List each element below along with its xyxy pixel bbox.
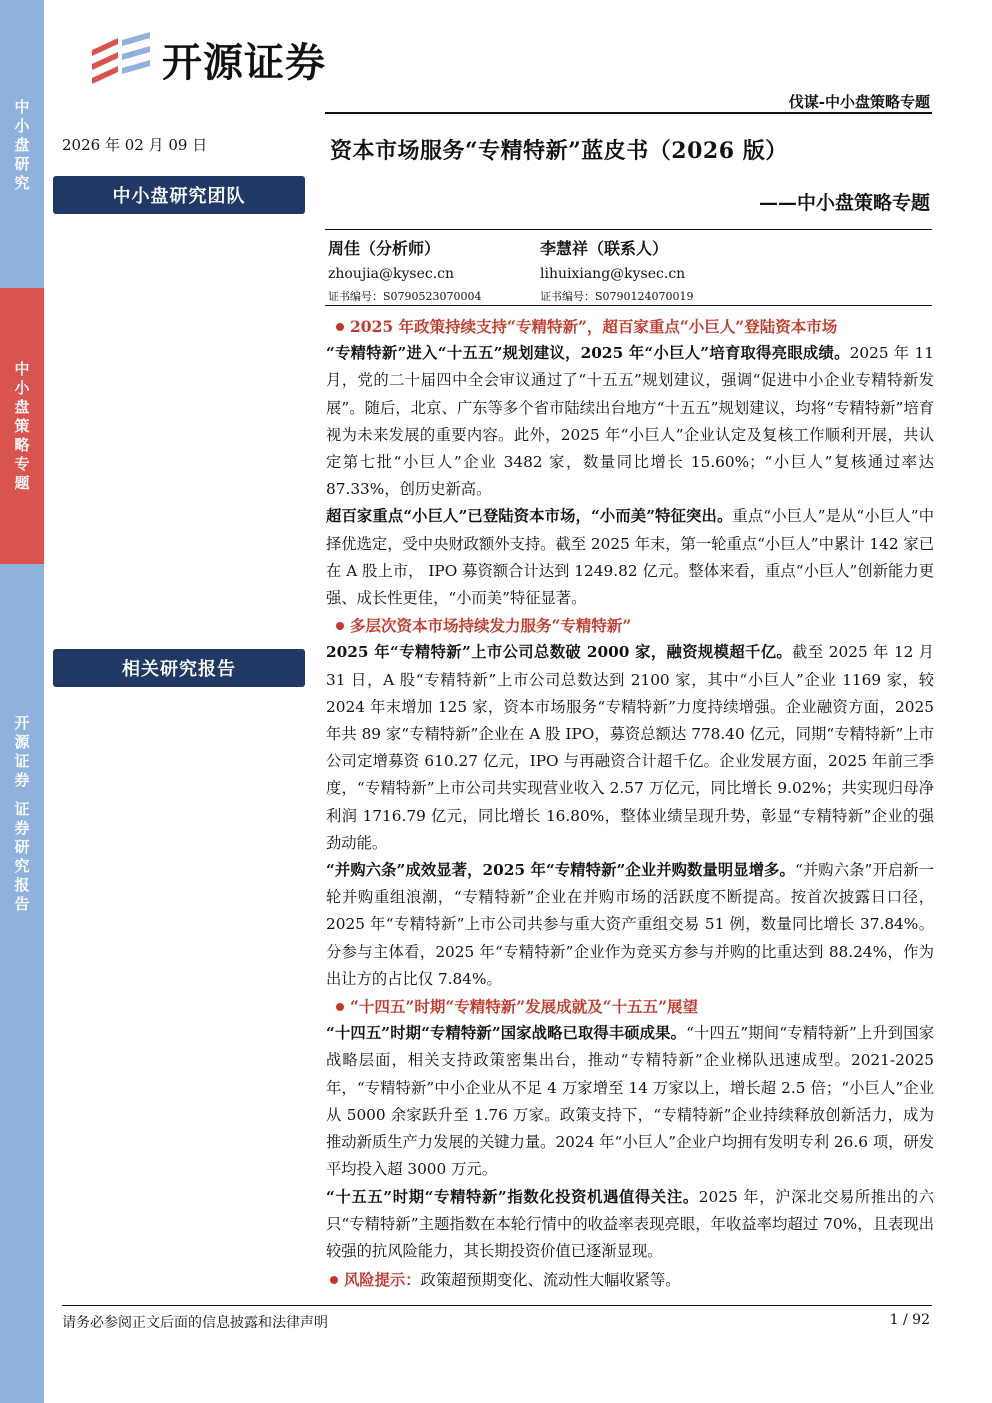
paragraph-lead: “专精特新”进入“十五五”规划建议，2025 年“小巨人”培育取得亮眼成绩。 xyxy=(326,344,850,363)
strip-char: 盘 xyxy=(14,398,30,416)
strip-char: 中 xyxy=(14,98,30,116)
strip-char: 证 xyxy=(14,800,30,818)
strip-char: 券 xyxy=(14,819,30,837)
risk-note xyxy=(326,1267,934,1294)
strip-char: 盘 xyxy=(14,136,30,154)
strip-char: 中 xyxy=(14,360,30,378)
strip-char: 究 xyxy=(14,857,30,875)
logo-text: 开源证券 xyxy=(162,39,326,86)
paragraph xyxy=(326,1184,934,1266)
footer-divider xyxy=(62,1305,932,1306)
strip-char: 题 xyxy=(14,474,30,492)
strip-char: 研 xyxy=(14,838,30,856)
red-dot-icon xyxy=(336,1003,344,1011)
report-date: 2026 年 02 月 09 日 xyxy=(62,136,208,154)
paragraph-text: “十四五”期间“专精特新”上升到国家战略层面，相关支持政策密集出台，推动“专精特新”企业梯队迅速成型。2021-2025 年，“专精特新”中小企业从不足 4 万家增至 14 万家以上，增长超 2.5 倍；“小巨人”企业从 5000 余家跃升至 1.76 万家。政策支持下，“专精特新”企业持续释放创新活力，成为推动新质生产力发展的关键力量。2024 年“小巨人”企业户均拥有发明专利 26.6 项，研发平均投入超 3000 万元。 xyxy=(326,1024,935,1179)
paragraph-text: 2025 年 11 月，党的二十届四中全会审议通过了“十五五”规划建议，强调“促进中小企业专精特新发展”。随后，北京、广东等多个省市陆续出台地方“十五五”规划建议，均将“专精特新”培育视为未来发展的重要内容。此外，2025 年“小巨人”企业认定及复核工作顺利开展，共认定第七批“小巨人”企业 3482 家，数量同比增长 15.60%；“小巨人”复核通过率达 87.33%，创历史新高。 xyxy=(326,344,934,499)
risk-label: 风险提示： xyxy=(344,1271,421,1290)
strip-char: 源 xyxy=(14,733,30,751)
page-number: 1 / 92 xyxy=(889,1312,930,1328)
team-label: 中小盘研究团队 xyxy=(53,176,305,214)
author-card xyxy=(540,238,694,308)
strip-char: 报 xyxy=(14,876,30,894)
series-tag: 伐谋-中小盘策略专题 xyxy=(788,93,930,111)
paragraph-lead: 2025 年“专精特新”上市公司总数破 2000 家，融资规模超千亿。 xyxy=(326,643,793,662)
left-strip xyxy=(0,0,44,1403)
strip-char: 究 xyxy=(14,174,30,192)
paragraph-text: 重点“小巨人”是从“小巨人”中择优选定，受中央财政额外支持。截至 2025 年末，第一轮重点“小巨人”中累计 142 家已在 A 股上市， IPO 募资额合计达到 1249.82 亿元。整体来看，重点“小巨人”创新能力更强、成长性更佳，“小而美”特征显著。 xyxy=(326,507,935,608)
author-email[interactable]: lihuixiang@kysec.cn xyxy=(540,266,686,282)
strip-segment-research xyxy=(0,98,44,193)
red-dot-icon xyxy=(336,323,344,331)
paragraph xyxy=(326,503,934,612)
paragraph xyxy=(326,1020,934,1183)
author-email[interactable]: zhoujia@kysec.cn xyxy=(328,266,455,282)
header-divider xyxy=(325,112,932,114)
paragraph xyxy=(326,639,934,857)
strip-char: 证 xyxy=(14,752,30,770)
title-divider xyxy=(325,229,932,230)
author-cert: 证书编号：S0790523070004 xyxy=(328,290,482,303)
red-dot-icon xyxy=(336,622,344,630)
author-name: 周佳（分析师） xyxy=(328,239,441,258)
strip-char: 告 xyxy=(14,895,30,913)
section-heading: 2025 年政策持续支持“专精特新”，超百家重点“小巨人”登陆资本市场 xyxy=(326,313,934,340)
report-body xyxy=(326,313,934,1294)
paragraph-lead: “并购六条”成效显著，2025 年“专精特新”企业并购数量明显增多。 xyxy=(326,861,795,880)
strip-char: 研 xyxy=(14,155,30,173)
paragraph xyxy=(326,340,934,503)
author-card xyxy=(328,238,482,308)
paragraph-text: “并购六条”开启新一轮并购重组浪潮，“专精特新”企业在并购市场的活跃度不断提高。按首次披露日口径，2025 年“专精特新”上市公司共参与重大资产重组交易 51 例，数量同比增长 37.84%。分参与主体看，2025 年“专精特新”企业作为竞买方参与并购的比重达到 88.24%，作为出让方的占比仅 7.84%。 xyxy=(326,861,934,988)
report-subtitle: ——中小盘策略专题 xyxy=(758,192,930,214)
paragraph-text: 2025 年，沪深北交易所推出的六只“专精特新”主题指数在本轮行情中的收益率表现亮眼，年收益率均超过 70%，且表现出较强的抗风险能力，其长期投资价值已逐渐显现。 xyxy=(326,1187,935,1260)
section-heading: 多层次资本市场持续发力服务“专精特新” xyxy=(326,612,934,639)
author-cert: 证书编号：S0790124070019 xyxy=(540,290,694,303)
footer-disclaimer[interactable]: 请务必参阅正文后面的信息披露和法律声明 xyxy=(62,1315,328,1331)
kysec-logo-icon xyxy=(88,30,154,88)
risk-text: 政策超预期变化、流动性大幅收紧等。 xyxy=(420,1271,681,1290)
strip-char: 小 xyxy=(14,117,30,135)
strip-segment-company xyxy=(0,714,44,914)
paragraph-lead: “十四五”时期“专精特新”国家战略已取得丰硕成果。 xyxy=(326,1024,687,1043)
strip-char: 专 xyxy=(14,455,30,473)
author-name: 李慧祥（联系人） xyxy=(540,239,669,258)
author-divider xyxy=(325,305,932,306)
strip-char: 策 xyxy=(14,417,30,435)
strip-char: 小 xyxy=(14,379,30,397)
red-dot-icon xyxy=(330,1276,338,1284)
strip-char: 开 xyxy=(14,714,30,732)
strip-char: 略 xyxy=(14,436,30,454)
paragraph xyxy=(326,857,934,993)
company-logo xyxy=(88,30,326,88)
section-heading: “十四五”时期“专精特新”发展成就及“十五五”展望 xyxy=(326,993,934,1020)
paragraph-lead: 超百家重点“小巨人”已登陆资本市场，“小而美”特征突出。 xyxy=(326,507,733,526)
strip-char: 券 xyxy=(14,771,30,789)
report-title: 资本市场服务“专精特新”蓝皮书（2026 版） xyxy=(330,138,788,164)
paragraph-lead: “十五五”时期“专精特新”指数化投资机遇值得关注。 xyxy=(326,1187,699,1206)
strip-segment-strategy xyxy=(0,288,44,564)
related-reports-label: 相关研究报告 xyxy=(53,649,305,687)
paragraph-text: 截至 2025 年 12 月 31 日，A 股“专精特新”上市公司总数达到 2100 家，其中“小巨人”企业 1169 家，较 2024 年末增加 125 家，资本市场服务“专精特新”力度持续增强。企业融资方面，2025 年共 89 家“专精特新”企业在 A 股 IPO，募资总额达 778.40 亿元，同期“专精特新”上市公司定增募资 610.27 亿元，IPO 与再融资合计超千亿。企业发展方面，2025 年前三季度，“专精特新”上市公司共实现营业收入 2.57 万亿元，同比增长 9.02%；共实现归母净利润 1716.79 亿元，同比增长 16.80%，整体业绩呈现升势，彰显“专精特新”企业的强劲动能。 xyxy=(326,643,934,852)
